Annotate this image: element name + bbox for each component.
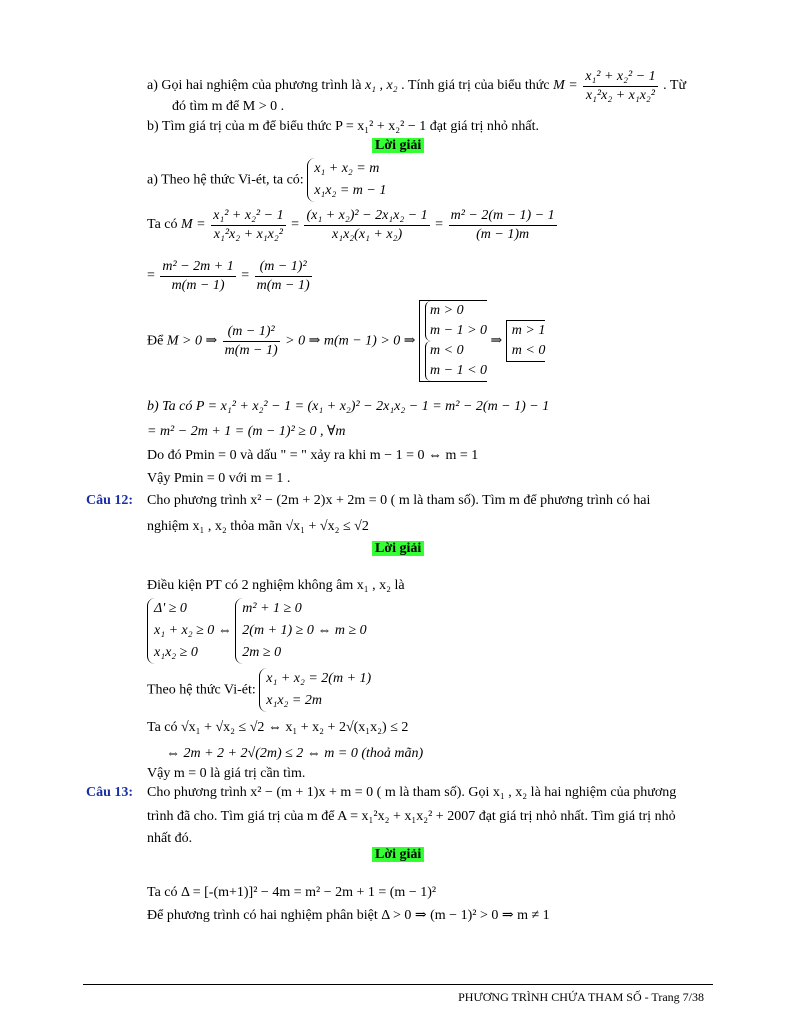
den: x₁²x₂ + x₁x₂²: [213, 226, 283, 242]
eq: =: [241, 268, 250, 284]
question-b: b) Tìm giá trị của m để biểu thức P = x₁² + x₂² − 1 đạt giá trị nhỏ nhất.: [147, 119, 539, 134]
num: (m − 1)²: [255, 258, 312, 277]
loigiai-label: Lời giải: [372, 138, 424, 153]
c12-step1: Ta có √x₁ + √x₂ ≤ √2 ⇔ x₁ + x₂ + 2√(x₁x₂) ≤ 2: [147, 720, 409, 735]
vieta-system-12: [259, 668, 371, 712]
system-left: [147, 598, 232, 664]
sol-b-line4: Vậy Pmin = 0 với m = 1 .: [147, 471, 291, 486]
r3: 2m ≥ 0: [242, 645, 282, 660]
text: a) Theo hệ thức Vi-ét, ta có:: [147, 172, 304, 188]
loigiai-label: Lời giải: [372, 541, 424, 556]
text: . Tính giá trị của biểu thức: [401, 78, 550, 94]
eq2: x₁x₂ = m − 1: [314, 183, 387, 198]
expr: M > 0 ⇒: [166, 333, 218, 349]
case2: m − 1 > 0: [425, 321, 487, 341]
l1: Δ' ≥ 0: [154, 601, 187, 616]
case-bracket: [419, 300, 487, 382]
roots: x₁ , x₂: [364, 78, 398, 94]
den: x₁²x₂ + x₁x₂²: [585, 87, 655, 103]
num: m² − 2m + 1: [160, 258, 235, 277]
case1: m > 0: [425, 301, 487, 321]
c12-condition-text: Điều kiện PT có 2 nghiệm không âm x₁ , x₂ là: [147, 578, 405, 593]
sol-b-line2: = m² − 2m + 1 = (m − 1)² ≥ 0 , ∀m: [147, 424, 346, 439]
question-a-line2: đó tìm m để M > 0 .: [172, 99, 285, 114]
frac4: [160, 258, 235, 294]
frac5: [255, 258, 312, 294]
question-13-line2: trình đã cho. Tìm giá trị của m để A = x₁²x₂ + x₁x₂² + 2007 đạt giá trị nhỏ nhất. Tìm giá trị nhỏ: [147, 809, 676, 824]
sol-b-line3: Do đó Pmin = 0 và dấu " = " xảy ra khi m − 1 = 0 ⇔ m = 1: [147, 448, 479, 463]
m-expr: M =: [553, 78, 578, 94]
text: Theo hệ thức Vi-ét:: [147, 682, 256, 698]
solution-heading: [372, 137, 424, 155]
expr: > 0 ⇒ m(m − 1) > 0 ⇒: [285, 333, 416, 349]
solution-heading-12: [372, 540, 424, 558]
r1: m² + 1 ≥ 0: [242, 601, 302, 616]
frac3: [449, 207, 557, 243]
den: m(m − 1): [171, 277, 225, 293]
m-expr: M =: [181, 217, 206, 233]
den: m(m − 1): [224, 342, 278, 358]
num: (m − 1)²: [223, 323, 280, 342]
r2: m < 0: [511, 343, 546, 358]
eq: =: [435, 217, 444, 233]
m-fraction: [583, 68, 657, 104]
c12-vieta: [147, 668, 371, 712]
eq: =: [147, 268, 155, 284]
text: a) Gọi hai nghiệm của phương trình là: [147, 78, 362, 94]
m-simplify: [147, 258, 314, 294]
solution-heading-13: [372, 846, 424, 864]
num: m² − 2(m − 1) − 1: [449, 207, 557, 226]
vieta-line: [147, 158, 386, 202]
num: x₁² + x₂² − 1: [211, 207, 285, 226]
page-footer: PHƯƠNG TRÌNH CHỨA THAM SỐ - Trang 7/38: [458, 990, 704, 1004]
result-bracket: [506, 320, 546, 362]
frac2: [304, 207, 429, 243]
c12-condition-system: [147, 598, 367, 664]
case4: m − 1 < 0: [425, 361, 487, 381]
den: (m − 1)m: [476, 226, 530, 242]
case3: m < 0: [425, 341, 487, 361]
text: . Từ: [663, 78, 687, 94]
den: m(m − 1): [256, 277, 310, 293]
footer-divider: [83, 984, 713, 985]
l2: x₁ + x₂ ≥ 0 ⇔: [154, 623, 232, 638]
question-12-line1: Cho phương trình x² − (2m + 2)x + 2m = 0 ( m là tham số). Tìm m để phương trình có hai: [147, 493, 651, 508]
sol-b-line1: b) Ta có P = x₁² + x₂² − 1 = (x₁ + x₂)² − 2x₁x₂ − 1 = m² − 2(m − 1) − 1: [147, 399, 550, 414]
eq2: x₁x₂ = 2m: [266, 693, 322, 708]
m-positive-condition: [147, 300, 545, 382]
r2: 2(m + 1) ≥ 0 ⇔ m ≥ 0: [242, 623, 367, 638]
num: x₁² + x₂² − 1: [583, 68, 657, 87]
c12-step2: ⇔ 2m + 2 + 2√(2m) ≤ 2 ⇔ m = 0 (thoả mãn): [166, 746, 424, 761]
question-12-label: Câu 12:: [86, 493, 134, 508]
eq: =: [291, 217, 299, 233]
vieta-system: [307, 158, 386, 202]
den: x₁x₂(x₁ + x₂): [332, 226, 403, 242]
question-12-line2: nghiệm x₁ , x₂ thỏa mãn √x₁ + √x₂ ≤ √2: [147, 519, 369, 534]
frac6: [223, 323, 280, 359]
question-13-label: Câu 13:: [86, 785, 134, 800]
m-computation: [147, 207, 559, 243]
frac1: [211, 207, 285, 243]
r1: m > 1: [511, 323, 546, 338]
c13-condition: Để phương trình có hai nghiệm phân biệt Δ > 0 ⇒ (m − 1)² > 0 ⇒ m ≠ 1: [147, 908, 550, 923]
loigiai-label: Lời giải: [372, 847, 424, 862]
num: (x₁ + x₂)² − 2x₁x₂ − 1: [304, 207, 429, 226]
text: Ta có: [147, 217, 178, 233]
question-13-line1: Cho phương trình x² − (m + 1)x + m = 0 ( m là tham số). Gọi x₁ , x₂ là hai nghiệm của phương: [147, 785, 677, 800]
eq1: x₁ + x₂ = m: [314, 161, 380, 176]
text: Để: [147, 333, 164, 349]
eq1: x₁ + x₂ = 2(m + 1): [266, 671, 372, 686]
l3: x₁x₂ ≥ 0: [154, 645, 198, 660]
question-13-line3: nhất đó.: [147, 831, 193, 846]
system-right: [235, 598, 366, 664]
implies: ⇒: [490, 333, 503, 349]
c13-delta: Ta có Δ = [-(m+1)]² − 4m = m² − 2m + 1 = (m − 1)²: [147, 885, 437, 900]
c12-conclusion: Vậy m = 0 là giá trị cần tìm.: [147, 766, 306, 781]
